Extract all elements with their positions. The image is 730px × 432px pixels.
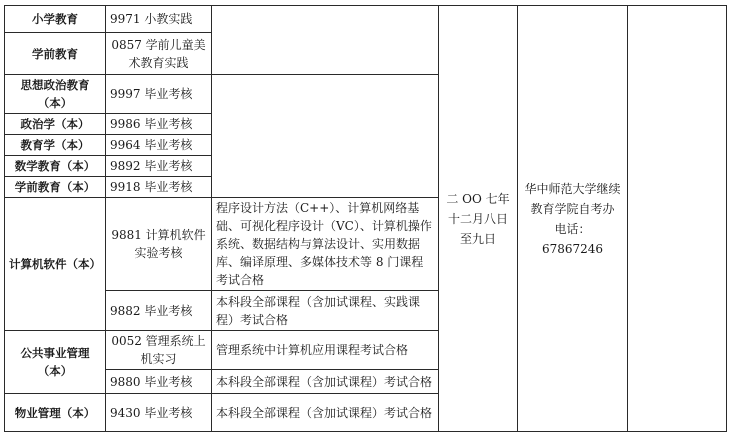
course-cell: 9892 毕业考核: [106, 156, 212, 177]
major-cell: 思想政治教育（本）: [5, 75, 106, 114]
course-cell: 9880 毕业考核: [106, 370, 212, 394]
major-cell: 计算机软件（本）: [5, 198, 106, 331]
requirement-cell: 本科段全部课程（含加试课程）考试合格: [212, 370, 439, 394]
course-cell: 0857 学前儿童美术教育实践: [106, 33, 212, 75]
course-cell: 9964 毕业考核: [106, 135, 212, 156]
major-cell: 公共事业管理（本）: [5, 331, 106, 394]
course-cell: 0052 管理系统上机实习: [106, 331, 212, 370]
major-cell: 教育学（本）: [5, 135, 106, 156]
course-cell: 9881 计算机软件实验考核: [106, 198, 212, 291]
requirement-cell: 本科段全部课程（含加试课程）考试合格: [212, 394, 439, 432]
course-cell: 9971 小教实践: [106, 6, 212, 33]
major-cell: 物业管理（本）: [5, 394, 106, 432]
requirement-cell: 程序设计方法（C++）、计算机网络基础、可视化程序设计（VC）、计算机操作系统、数据结构与算法设计、实用数据库、编译原理、多媒体技术等 8 门课程考试合格: [212, 198, 439, 291]
major-cell: 小学教育: [5, 6, 106, 33]
course-cell: 9918 毕业考核: [106, 177, 212, 198]
requirement-cell: [212, 75, 439, 198]
course-cell: 9986 毕业考核: [106, 114, 212, 135]
major-cell: 学前教育: [5, 33, 106, 75]
course-cell: 9997 毕业考核: [106, 75, 212, 114]
course-cell: 9882 毕业考核: [106, 291, 212, 331]
remark-cell: [628, 6, 727, 432]
major-cell: 学前教育（本）: [5, 177, 106, 198]
exam-table: [4, 5, 727, 432]
exam-date-cell: [439, 6, 518, 432]
requirement-cell: 本科段全部课程（含加试课程、实践课程）考试合格: [212, 291, 439, 331]
major-cell: 政治学（本）: [5, 114, 106, 135]
table-row: [5, 6, 727, 33]
major-cell: 数学教育（本）: [5, 156, 106, 177]
office-cell: [518, 6, 628, 432]
course-cell: 9430 毕业考核: [106, 394, 212, 432]
exam-date: 二 OO 七年十二月八日至九日: [446, 191, 510, 246]
requirement-cell: 管理系统中计算机应用课程考试合格: [212, 331, 439, 370]
exam-office: 华中师范大学继续教育学院自考办 电话：67867246: [524, 181, 621, 256]
requirement-cell: [212, 6, 439, 75]
